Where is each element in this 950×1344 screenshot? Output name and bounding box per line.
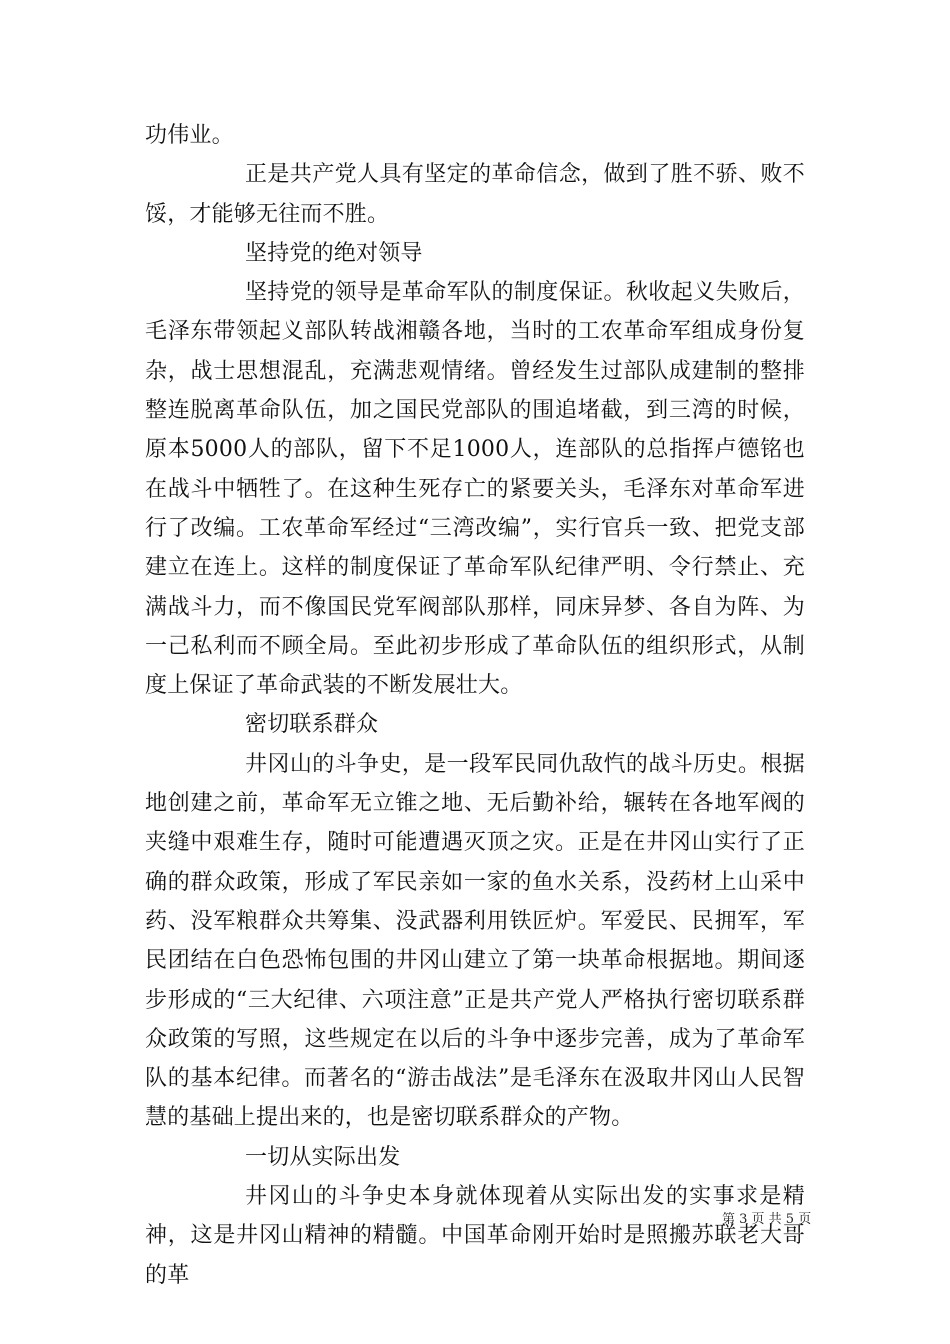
page-number: 第 3 页 共 5 页: [722, 1212, 812, 1227]
section-heading: 坚持党的绝对领导: [245, 240, 423, 266]
document-body: [145, 116, 805, 1295]
section-heading: 一切从实际出发: [245, 1144, 401, 1170]
section-heading: 密切联系群众: [245, 712, 379, 738]
paragraph: 正是共产党人具有坚定的革命信念，做到了胜不骄、败不馁，才能够无往而不胜。: [145, 162, 805, 227]
paragraph: 坚持党的领导是革命军队的制度保证。秋收起义失败后，毛泽东带领起义部队转战湘赣各地，当时的工农革命军组成身份复杂，战士思想混乱，充满悲观情绪。曾经发生过部队成建制的整排整连脱离革命队伍，加之国民党部队的围追堵截，到三湾的时候，原本5000人的部队，留下不足1000人，连部队的总指挥卢德铭也在战斗中牺牲了。在这种生死存亡的紧要关头，毛泽东对革命军进行了改编。工农革命军经过“三湾改编”，实行官兵一致、把党支部建立在连上。这样的制度保证了革命军队纪律严明、令行禁止、充满战斗力，而不像国民党军阀部队那样，同床异梦、各自为阵、为一己私利而不顾全局。至此初步形成了革命队伍的组织形式，从制度上保证了革命武装的不断发展壮大。: [145, 280, 805, 699]
paragraph-continuation: 功伟业。: [145, 123, 234, 148]
paragraph: 井冈山的斗争史，是一段军民同仇敌忾的战斗历史。根据地创建之前，革命军无立锥之地、无后勤补给，辗转在各地军阀的夹缝中艰难生存，随时可能遭遇灭顶之灾。正是在井冈山实行了正确的群众政策，形成了军民亲如一家的鱼水关系，没药材上山采中药、没军粮群众共筹集、没武器利用铁匠炉。军爱民、民拥军，军民团结在白色恐怖包围的井冈山建立了第一块革命根据地。期间逐步形成的“三大纪律、六项注意”正是共产党人严格执行密切联系群众政策的写照，这些规定在以后的斗争中逐步完善，成为了革命军队的基本纪律。而著名的“游击战法”是毛泽东在汲取井冈山人民智慧的基础上提出来的，也是密切联系群众的产物。: [145, 751, 805, 1131]
paragraph: 井冈山的斗争史本身就体现着从实际出发的实事求是精神，这是井冈山精神的精髓。中国革命刚开始时是照搬苏联老大哥的革: [145, 1184, 805, 1288]
